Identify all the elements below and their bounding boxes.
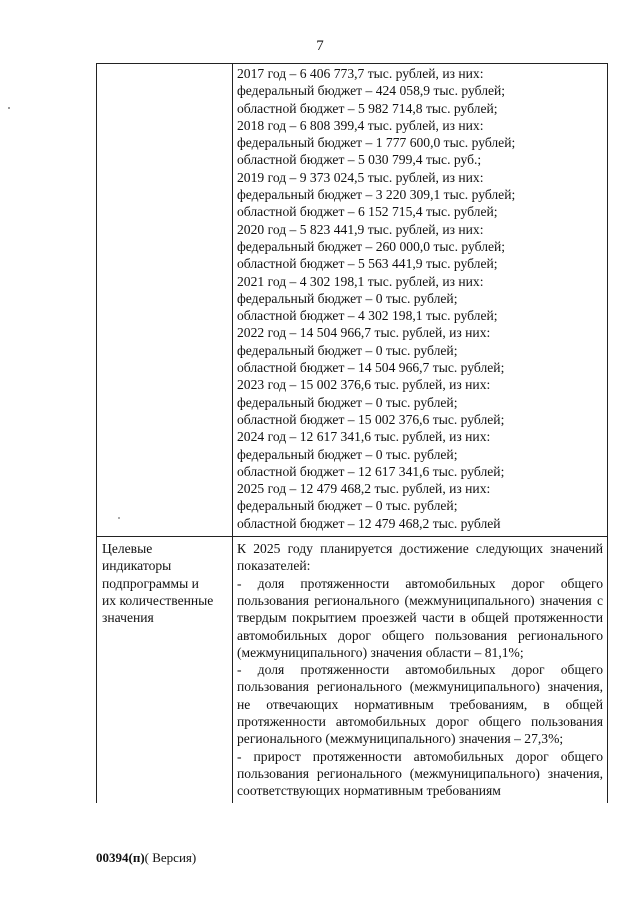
targets-label-line: индикаторы	[102, 558, 172, 574]
targets-content	[233, 537, 607, 803]
finance-line: федеральный бюджет – 260 000,0 тыс. рублей;	[237, 238, 506, 254]
finance-lines	[233, 64, 607, 536]
finance-line: областной бюджет – 12 617 341,6 тыс. рублей;	[237, 463, 505, 479]
finance-line: областной бюджет – 5 982 714,8 тыс. рублей;	[237, 100, 498, 116]
target-indicator-item: - доля протяженности автомобильных дорог общего пользования регионального (межмуниципального) значения, не отвечающих нормативным требованиям, в общей протяженности автомобильных дорог общего пользования регионального (межмуниципального) значения – 27,3%;	[237, 662, 603, 747]
finance-line: 2025 год – 12 479 468,2 тыс. рублей, из них:	[237, 481, 491, 497]
finance-line: областной бюджет – 5 030 799,4 тыс. руб.;	[237, 152, 482, 168]
targets-label-line: значения	[102, 610, 154, 626]
targets-intro: К 2025 году планируется достижение следующих значений показателей:	[237, 541, 603, 574]
finance-line: областной бюджет – 15 002 376,6 тыс. рублей;	[237, 411, 505, 427]
finance-line: федеральный бюджет – 0 тыс. рублей;	[237, 498, 458, 514]
finance-line: областной бюджет – 4 302 198,1 тыс. рублей;	[237, 308, 498, 324]
document-code: 00394(п)	[96, 850, 145, 865]
finance-line: федеральный бюджет – 0 тыс. рублей;	[237, 290, 458, 306]
finance-line: федеральный бюджет – 1 777 600,0 тыс. рублей;	[237, 135, 516, 151]
targets-label	[97, 537, 232, 626]
document-version: ( Версия)	[144, 850, 197, 865]
finance-line: областной бюджет – 6 152 715,4 тыс. рублей;	[237, 204, 498, 220]
finance-label-cell	[97, 64, 233, 537]
finance-line: федеральный бюджет – 0 тыс. рублей;	[237, 446, 458, 462]
finance-line: областной бюджет – 5 563 441,9 тыс. рублей;	[237, 256, 498, 272]
finance-line: областной бюджет – 12 479 468,2 тыс. рублей	[237, 515, 501, 531]
page-number: 7	[316, 38, 324, 54]
finance-line: 2019 год – 9 373 024,5 тыс. рублей, из них:	[237, 169, 484, 185]
targets-label-line: Целевые	[102, 541, 153, 557]
targets-values-cell	[233, 537, 608, 804]
passport-table	[96, 63, 608, 803]
targets-items	[237, 575, 603, 800]
table-row-targets	[97, 537, 608, 804]
table-row-finance	[97, 64, 608, 537]
finance-label	[97, 64, 232, 65]
document-footer	[96, 850, 196, 866]
targets-label-line: подпрограммы и	[102, 575, 199, 591]
finance-line: областной бюджет – 14 504 966,7 тыс. рублей;	[237, 360, 505, 376]
target-indicator-item: - прирост протяженности автомобильных дорог общего пользования регионального (межмуниципального) значения, соответствующих нормативным требованиям	[237, 748, 603, 799]
finance-line: 2022 год – 14 504 966,7 тыс. рублей, из них:	[237, 325, 491, 341]
finance-line: федеральный бюджет – 0 тыс. рублей;	[237, 342, 458, 358]
finance-line: 2021 год – 4 302 198,1 тыс. рублей, из них:	[237, 273, 484, 289]
finance-line: 2024 год – 12 617 341,6 тыс. рублей, из них:	[237, 429, 491, 445]
scan-speck	[8, 107, 10, 109]
target-indicator-item: - доля протяженности автомобильных дорог общего пользования регионального (межмуниципального) значения с твердым покрытием проезжей части в общей протяженности автомобильных дорог общего пользования регионального (межмуниципального) значения области – 81,1%;	[237, 575, 603, 660]
finance-line: 2020 год – 5 823 441,9 тыс. рублей, из них:	[237, 221, 484, 237]
targets-label-cell	[97, 537, 233, 804]
finance-line: 2017 год – 6 406 773,7 тыс. рублей, из них:	[237, 66, 484, 81]
finance-values-cell	[233, 64, 608, 537]
finance-line: федеральный бюджет – 3 220 309,1 тыс. рублей;	[237, 187, 516, 203]
finance-line: федеральный бюджет – 424 058,9 тыс. рублей;	[237, 83, 506, 99]
finance-line: федеральный бюджет – 0 тыс. рублей;	[237, 394, 458, 410]
targets-label-line: их количественные	[102, 592, 214, 608]
finance-line: 2018 год – 6 808 399,4 тыс. рублей, из них:	[237, 117, 484, 133]
finance-line: 2023 год – 15 002 376,6 тыс. рублей, из них:	[237, 377, 491, 393]
